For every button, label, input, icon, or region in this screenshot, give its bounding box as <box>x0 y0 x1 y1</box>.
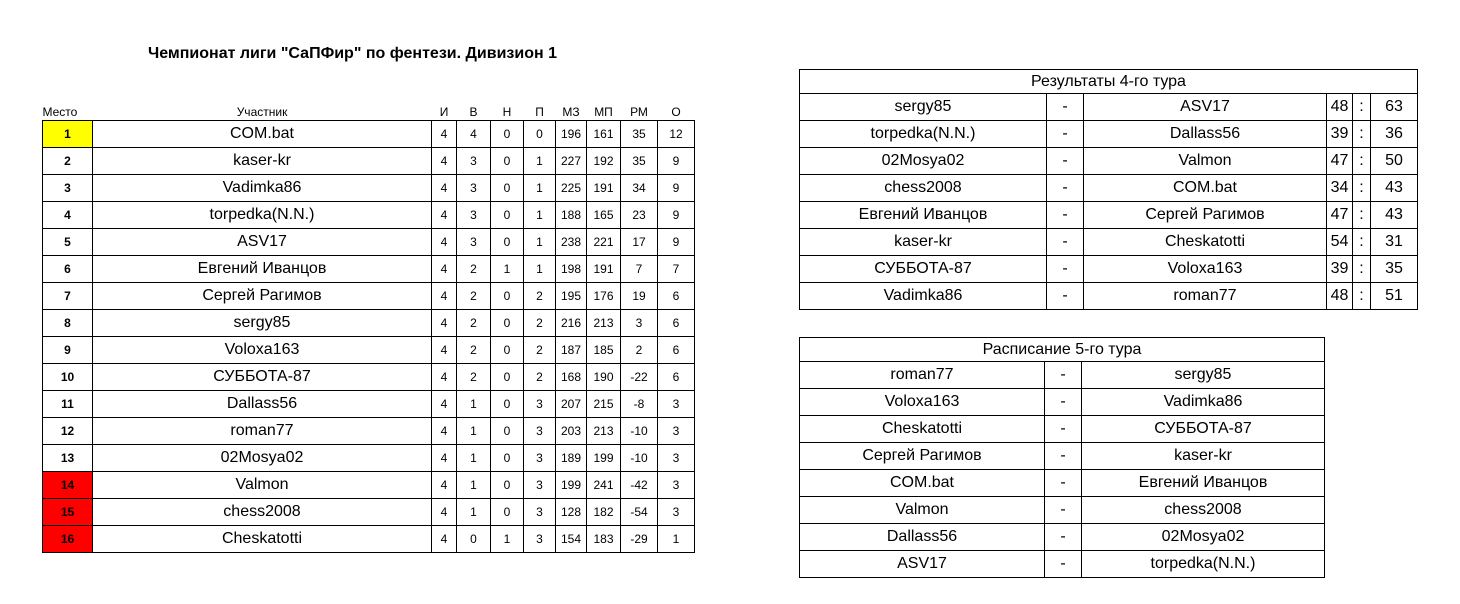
cell-losses: 1 <box>524 229 556 256</box>
result-away-score: 63 <box>1371 94 1418 121</box>
cell-games: 4 <box>432 229 457 256</box>
cell-games: 4 <box>432 499 457 526</box>
cell-place: 1 <box>43 121 93 148</box>
cell-points-for: 189 <box>556 445 587 472</box>
cell-points-against: 199 <box>587 445 621 472</box>
schedule-title-row <box>800 338 1325 362</box>
schedule-table <box>799 337 1325 578</box>
cell-losses: 3 <box>524 526 556 553</box>
result-away-score: 31 <box>1371 229 1418 256</box>
cell-participant: Сергей Рагимов <box>93 283 432 310</box>
column-header-wins: В <box>469 105 478 119</box>
cell-participant: kaser-kr <box>93 148 432 175</box>
cell-points-against: 165 <box>587 202 621 229</box>
cell-games: 4 <box>432 310 457 337</box>
cell-losses: 3 <box>524 472 556 499</box>
table-row <box>43 256 695 283</box>
schedule-dash: - <box>1045 416 1082 443</box>
result-home-score: 48 <box>1327 283 1353 310</box>
result-away-player: Cheskatotti <box>1084 229 1327 256</box>
cell-participant: roman77 <box>93 418 432 445</box>
cell-participant: СУББОТА-87 <box>93 364 432 391</box>
cell-games: 4 <box>432 418 457 445</box>
result-colon: : <box>1353 175 1371 202</box>
cell-points-for: 188 <box>556 202 587 229</box>
cell-participant: COM.bat <box>93 121 432 148</box>
cell-draws: 0 <box>491 148 524 175</box>
schedule-away-player: 02Mosya02 <box>1082 524 1325 551</box>
cell-points-for: 216 <box>556 310 587 337</box>
result-home-player: kaser-kr <box>800 229 1047 256</box>
cell-wins: 2 <box>457 337 491 364</box>
result-colon: : <box>1353 148 1371 175</box>
cell-score: 3 <box>658 472 695 499</box>
cell-wins: 1 <box>457 391 491 418</box>
cell-draws: 0 <box>491 364 524 391</box>
result-away-score: 43 <box>1371 202 1418 229</box>
cell-draws: 0 <box>491 121 524 148</box>
cell-place: 15 <box>43 499 93 526</box>
cell-place: 2 <box>43 148 93 175</box>
standings-header-row <box>43 95 695 121</box>
table-row <box>43 175 695 202</box>
result-dash: - <box>1047 175 1084 202</box>
cell-participant: Евгений Иванцов <box>93 256 432 283</box>
table-row <box>43 499 695 526</box>
cell-points-against: 221 <box>587 229 621 256</box>
schedule-home-player: Сергей Рагимов <box>800 443 1045 470</box>
cell-points-diff: -10 <box>621 418 658 445</box>
result-row <box>800 256 1418 283</box>
standings-table <box>42 95 695 553</box>
cell-wins: 3 <box>457 202 491 229</box>
result-colon: : <box>1353 202 1371 229</box>
cell-participant: sergy85 <box>93 310 432 337</box>
cell-games: 4 <box>432 445 457 472</box>
cell-points-diff: -10 <box>621 445 658 472</box>
schedule-row <box>800 524 1325 551</box>
schedule-row <box>800 389 1325 416</box>
result-dash: - <box>1047 148 1084 175</box>
cell-games: 4 <box>432 526 457 553</box>
cell-draws: 0 <box>491 391 524 418</box>
cell-points-diff: 2 <box>621 337 658 364</box>
cell-points-for: 207 <box>556 391 587 418</box>
result-home-score: 39 <box>1327 121 1353 148</box>
column-header-score: О <box>671 105 681 119</box>
result-away-score: 36 <box>1371 121 1418 148</box>
table-row <box>43 364 695 391</box>
cell-draws: 0 <box>491 472 524 499</box>
results-title-row <box>800 70 1418 94</box>
cell-place: 7 <box>43 283 93 310</box>
cell-points-diff: 34 <box>621 175 658 202</box>
cell-points-diff: -54 <box>621 499 658 526</box>
cell-games: 4 <box>432 472 457 499</box>
schedule-home-player: ASV17 <box>800 551 1045 578</box>
cell-losses: 3 <box>524 445 556 472</box>
table-row <box>43 202 695 229</box>
result-home-player: Vadimka86 <box>800 283 1047 310</box>
cell-score: 9 <box>658 148 695 175</box>
table-row <box>43 445 695 472</box>
result-home-player: Евгений Иванцов <box>800 202 1047 229</box>
column-header-participant: Участник <box>236 105 288 119</box>
cell-losses: 1 <box>524 202 556 229</box>
cell-games: 4 <box>432 364 457 391</box>
cell-points-for: 238 <box>556 229 587 256</box>
cell-place: 13 <box>43 445 93 472</box>
cell-score: 3 <box>658 499 695 526</box>
cell-score: 12 <box>658 121 695 148</box>
cell-wins: 3 <box>457 148 491 175</box>
cell-wins: 1 <box>457 418 491 445</box>
cell-losses: 1 <box>524 148 556 175</box>
cell-score: 6 <box>658 310 695 337</box>
result-row <box>800 283 1418 310</box>
result-row <box>800 175 1418 202</box>
cell-points-against: 191 <box>587 256 621 283</box>
cell-wins: 2 <box>457 310 491 337</box>
schedule-away-player: chess2008 <box>1082 497 1325 524</box>
schedule-dash: - <box>1045 551 1082 578</box>
result-home-score: 47 <box>1327 148 1353 175</box>
cell-points-diff: 3 <box>621 310 658 337</box>
schedule-dash: - <box>1045 443 1082 470</box>
table-row <box>43 310 695 337</box>
column-header-points-for: МЗ <box>562 105 580 119</box>
cell-points-against: 191 <box>587 175 621 202</box>
cell-games: 4 <box>432 256 457 283</box>
schedule-row <box>800 443 1325 470</box>
cell-points-against: 161 <box>587 121 621 148</box>
cell-losses: 0 <box>524 121 556 148</box>
cell-draws: 0 <box>491 229 524 256</box>
cell-place: 10 <box>43 364 93 391</box>
cell-points-diff: -29 <box>621 526 658 553</box>
schedule-away-player: Vadimka86 <box>1082 389 1325 416</box>
cell-games: 4 <box>432 148 457 175</box>
cell-participant: Vadimka86 <box>93 175 432 202</box>
cell-wins: 4 <box>457 121 491 148</box>
cell-place: 4 <box>43 202 93 229</box>
result-home-score: 54 <box>1327 229 1353 256</box>
table-row <box>43 283 695 310</box>
schedule-home-player: Dallass56 <box>800 524 1045 551</box>
cell-points-diff: 19 <box>621 283 658 310</box>
cell-wins: 2 <box>457 364 491 391</box>
cell-points-for: 198 <box>556 256 587 283</box>
schedule-home-player: Valmon <box>800 497 1045 524</box>
schedule-away-player: kaser-kr <box>1082 443 1325 470</box>
cell-score: 6 <box>658 364 695 391</box>
result-dash: - <box>1047 256 1084 283</box>
cell-games: 4 <box>432 391 457 418</box>
column-header-draws: Н <box>502 105 512 119</box>
result-away-player: Сергей Рагимов <box>1084 202 1327 229</box>
cell-wins: 3 <box>457 175 491 202</box>
cell-points-diff: 35 <box>621 121 658 148</box>
cell-draws: 1 <box>491 256 524 283</box>
result-dash: - <box>1047 121 1084 148</box>
result-colon: : <box>1353 94 1371 121</box>
cell-points-against: 213 <box>587 310 621 337</box>
result-row <box>800 148 1418 175</box>
cell-draws: 0 <box>491 175 524 202</box>
result-colon: : <box>1353 256 1371 283</box>
schedule-home-player: roman77 <box>800 362 1045 389</box>
cell-score: 1 <box>658 526 695 553</box>
cell-points-against: 190 <box>587 364 621 391</box>
cell-points-against: 213 <box>587 418 621 445</box>
result-home-player: chess2008 <box>800 175 1047 202</box>
cell-losses: 2 <box>524 364 556 391</box>
cell-points-against: 182 <box>587 499 621 526</box>
cell-wins: 2 <box>457 256 491 283</box>
cell-games: 4 <box>432 202 457 229</box>
result-colon: : <box>1353 121 1371 148</box>
cell-losses: 1 <box>524 256 556 283</box>
cell-place: 12 <box>43 418 93 445</box>
results-title: Результаты 4-го тура <box>800 70 1418 94</box>
cell-wins: 2 <box>457 283 491 310</box>
cell-losses: 1 <box>524 175 556 202</box>
schedule-row <box>800 551 1325 578</box>
result-home-player: 02Mosya02 <box>800 148 1047 175</box>
cell-place: 11 <box>43 391 93 418</box>
table-row <box>43 391 695 418</box>
table-row <box>43 148 695 175</box>
result-home-score: 39 <box>1327 256 1353 283</box>
cell-points-diff: -22 <box>621 364 658 391</box>
cell-points-for: 225 <box>556 175 587 202</box>
result-away-player: ASV17 <box>1084 94 1327 121</box>
cell-points-against: 241 <box>587 472 621 499</box>
cell-participant: Dallass56 <box>93 391 432 418</box>
result-dash: - <box>1047 229 1084 256</box>
cell-draws: 0 <box>491 418 524 445</box>
cell-wins: 1 <box>457 472 491 499</box>
cell-points-diff: 35 <box>621 148 658 175</box>
result-dash: - <box>1047 94 1084 121</box>
result-home-player: СУББОТА-87 <box>800 256 1047 283</box>
cell-losses: 2 <box>524 310 556 337</box>
table-row <box>43 337 695 364</box>
cell-score: 7 <box>658 256 695 283</box>
cell-points-for: 168 <box>556 364 587 391</box>
cell-points-against: 183 <box>587 526 621 553</box>
cell-points-against: 192 <box>587 148 621 175</box>
cell-participant: chess2008 <box>93 499 432 526</box>
cell-participant: ASV17 <box>93 229 432 256</box>
result-row <box>800 94 1418 121</box>
result-row <box>800 202 1418 229</box>
cell-games: 4 <box>432 337 457 364</box>
cell-participant: Voloxa163 <box>93 337 432 364</box>
cell-losses: 3 <box>524 391 556 418</box>
cell-score: 6 <box>658 337 695 364</box>
cell-games: 4 <box>432 175 457 202</box>
schedule-dash: - <box>1045 389 1082 416</box>
schedule-home-player: COM.bat <box>800 470 1045 497</box>
schedule-row <box>800 497 1325 524</box>
column-header-games: И <box>439 105 449 119</box>
cell-draws: 0 <box>491 310 524 337</box>
schedule-home-player: Cheskatotti <box>800 416 1045 443</box>
cell-place: 16 <box>43 526 93 553</box>
cell-place: 6 <box>43 256 93 283</box>
result-home-score: 34 <box>1327 175 1353 202</box>
cell-participant: Valmon <box>93 472 432 499</box>
schedule-row <box>800 416 1325 443</box>
cell-participant: 02Mosya02 <box>93 445 432 472</box>
cell-losses: 3 <box>524 418 556 445</box>
cell-wins: 1 <box>457 499 491 526</box>
result-home-score: 48 <box>1327 94 1353 121</box>
cell-score: 3 <box>658 418 695 445</box>
schedule-dash: - <box>1045 497 1082 524</box>
schedule-dash: - <box>1045 524 1082 551</box>
cell-wins: 3 <box>457 229 491 256</box>
cell-draws: 1 <box>491 526 524 553</box>
table-row <box>43 121 695 148</box>
schedule-dash: - <box>1045 470 1082 497</box>
cell-points-for: 196 <box>556 121 587 148</box>
cell-points-for: 199 <box>556 472 587 499</box>
result-away-score: 51 <box>1371 283 1418 310</box>
schedule-away-player: Евгений Иванцов <box>1082 470 1325 497</box>
column-header-points-against: МП <box>594 105 613 119</box>
cell-draws: 0 <box>491 337 524 364</box>
table-row <box>43 472 695 499</box>
cell-score: 6 <box>658 283 695 310</box>
cell-score: 9 <box>658 202 695 229</box>
cell-games: 4 <box>432 283 457 310</box>
result-home-player: sergy85 <box>800 94 1047 121</box>
cell-points-against: 215 <box>587 391 621 418</box>
column-header-points-diff: РМ <box>630 105 648 119</box>
cell-points-for: 203 <box>556 418 587 445</box>
result-dash: - <box>1047 202 1084 229</box>
result-away-player: roman77 <box>1084 283 1327 310</box>
table-row <box>43 526 695 553</box>
result-away-score: 50 <box>1371 148 1418 175</box>
schedule-away-player: torpedka(N.N.) <box>1082 551 1325 578</box>
schedule-dash: - <box>1045 362 1082 389</box>
cell-points-against: 176 <box>587 283 621 310</box>
schedule-away-player: СУББОТА-87 <box>1082 416 1325 443</box>
cell-points-for: 128 <box>556 499 587 526</box>
result-away-score: 43 <box>1371 175 1418 202</box>
cell-draws: 0 <box>491 283 524 310</box>
cell-points-for: 227 <box>556 148 587 175</box>
cell-score: 9 <box>658 175 695 202</box>
schedule-row <box>800 362 1325 389</box>
cell-draws: 0 <box>491 445 524 472</box>
cell-participant: Cheskatotti <box>93 526 432 553</box>
cell-points-diff: 23 <box>621 202 658 229</box>
cell-score: 3 <box>658 391 695 418</box>
table-row <box>43 418 695 445</box>
cell-points-diff: 7 <box>621 256 658 283</box>
result-colon: : <box>1353 229 1371 256</box>
cell-points-for: 154 <box>556 526 587 553</box>
column-header-losses: П <box>535 105 544 119</box>
cell-place: 8 <box>43 310 93 337</box>
cell-points-diff: 17 <box>621 229 658 256</box>
result-away-player: COM.bat <box>1084 175 1327 202</box>
cell-points-diff: -42 <box>621 472 658 499</box>
schedule-away-player: sergy85 <box>1082 362 1325 389</box>
result-dash: - <box>1047 283 1084 310</box>
cell-participant: torpedka(N.N.) <box>93 202 432 229</box>
table-row <box>43 229 695 256</box>
cell-games: 4 <box>432 121 457 148</box>
cell-points-for: 195 <box>556 283 587 310</box>
cell-score: 9 <box>658 229 695 256</box>
result-row <box>800 121 1418 148</box>
cell-draws: 0 <box>491 202 524 229</box>
cell-points-against: 185 <box>587 337 621 364</box>
schedule-row <box>800 470 1325 497</box>
cell-losses: 3 <box>524 499 556 526</box>
column-header-place: Место <box>42 105 78 119</box>
cell-place: 3 <box>43 175 93 202</box>
cell-losses: 2 <box>524 337 556 364</box>
result-home-score: 47 <box>1327 202 1353 229</box>
schedule-home-player: Voloxa163 <box>800 389 1045 416</box>
cell-draws: 0 <box>491 499 524 526</box>
cell-wins: 1 <box>457 445 491 472</box>
schedule-title: Расписание 5-го тура <box>800 338 1325 362</box>
cell-points-diff: -8 <box>621 391 658 418</box>
cell-place: 5 <box>43 229 93 256</box>
result-away-player: Valmon <box>1084 148 1327 175</box>
page-title: Чемпионат лиги "СаПФир" по фентези. Дивизион 1 <box>148 45 557 62</box>
cell-place: 14 <box>43 472 93 499</box>
result-away-score: 35 <box>1371 256 1418 283</box>
cell-wins: 0 <box>457 526 491 553</box>
cell-losses: 2 <box>524 283 556 310</box>
result-colon: : <box>1353 283 1371 310</box>
result-away-player: Voloxa163 <box>1084 256 1327 283</box>
cell-points-for: 187 <box>556 337 587 364</box>
result-home-player: torpedka(N.N.) <box>800 121 1047 148</box>
results-table <box>799 69 1418 310</box>
result-away-player: Dallass56 <box>1084 121 1327 148</box>
cell-place: 9 <box>43 337 93 364</box>
cell-score: 3 <box>658 445 695 472</box>
result-row <box>800 229 1418 256</box>
